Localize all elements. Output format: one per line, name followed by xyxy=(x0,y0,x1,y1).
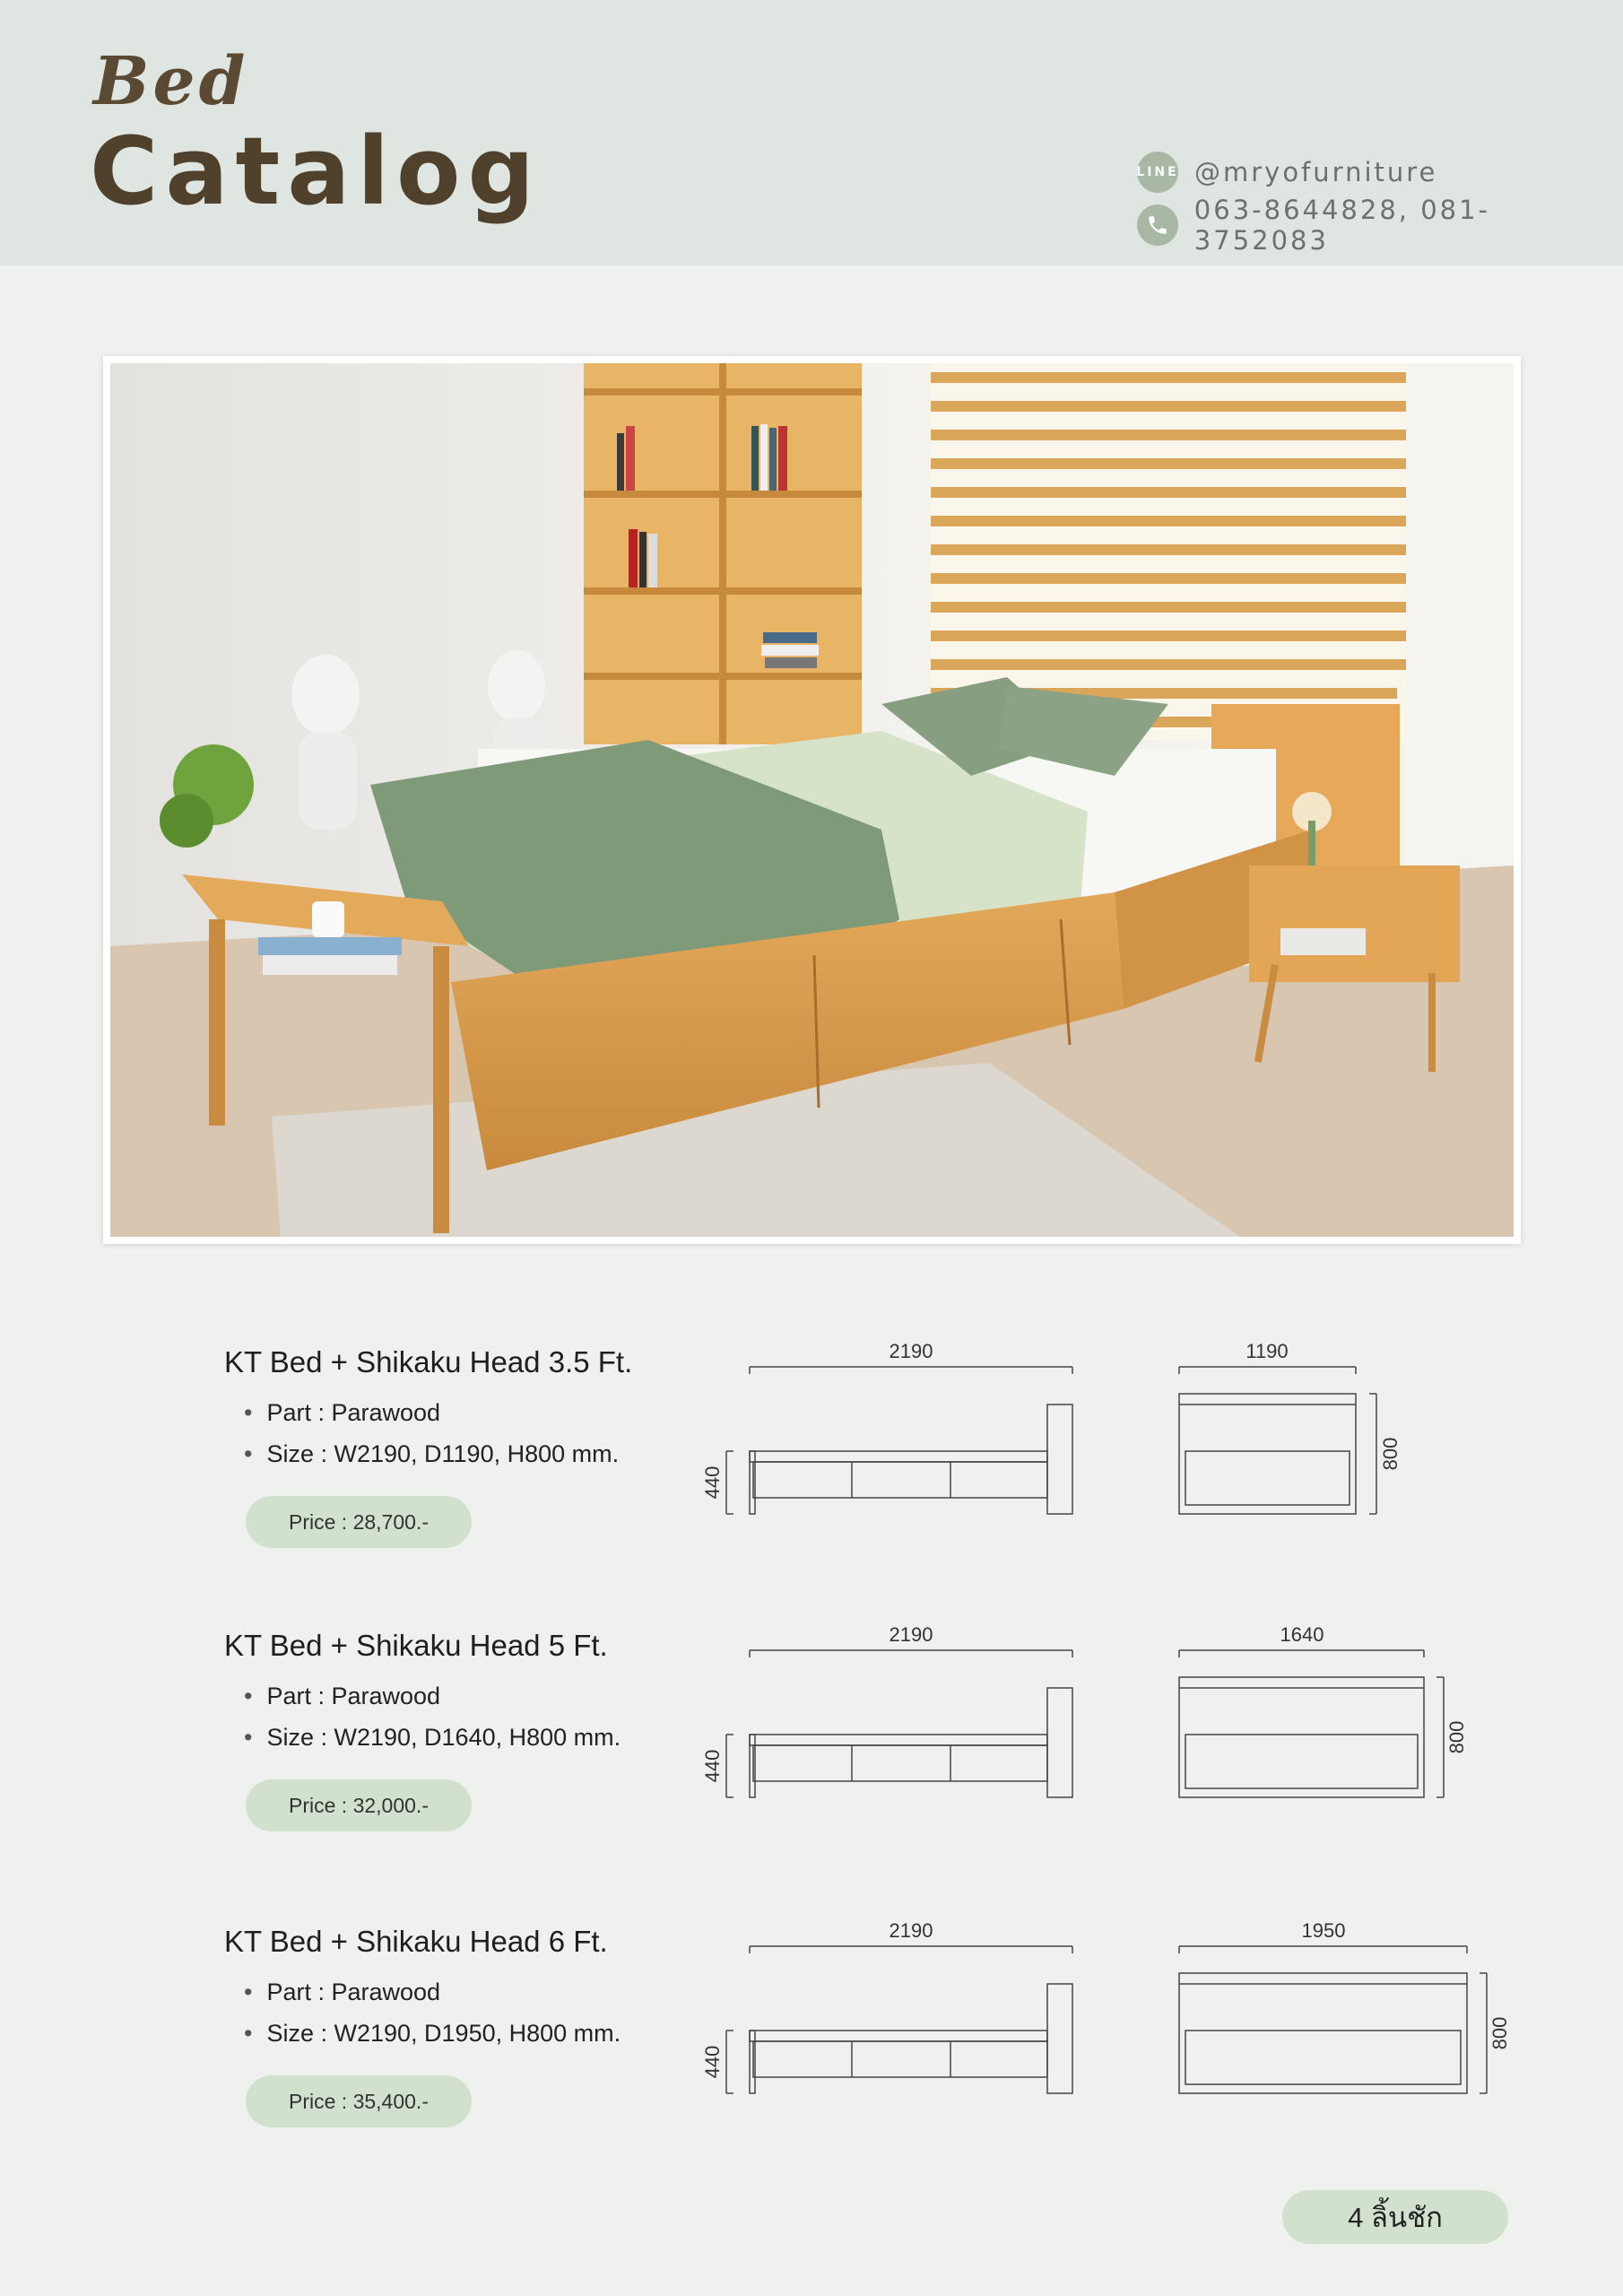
product-specs xyxy=(244,1971,621,2054)
product-size: • Size : W2190, D1190, H800 mm. xyxy=(244,1433,619,1474)
side-elevation-drawing xyxy=(699,1620,1094,1808)
page-title: Catalog xyxy=(90,117,542,226)
side-width-label: 2190 xyxy=(889,1340,933,1362)
side-height-label: 440 xyxy=(701,1749,724,1783)
product-part: • Part : Parawood xyxy=(244,1392,619,1433)
title-small: Bed xyxy=(93,43,249,120)
front-height-label: 800 xyxy=(1379,1437,1402,1471)
front-height-label: 800 xyxy=(1445,1720,1468,1754)
product-row xyxy=(0,1919,1623,2158)
product-row xyxy=(0,1340,1623,1578)
line-icon: LINE xyxy=(1137,152,1178,193)
line-contact xyxy=(1137,150,1437,195)
front-elevation-drawing xyxy=(1166,1620,1471,1808)
product-part: • Part : Parawood xyxy=(244,1675,621,1717)
product-specs xyxy=(244,1392,619,1474)
product-name: KT Bed + Shikaku Head 3.5 Ft. xyxy=(224,1345,633,1378)
price-badge: Price : 28,700.- xyxy=(246,1496,472,1548)
page-header xyxy=(0,0,1623,265)
price-badge: Price : 35,400.- xyxy=(246,2075,472,2127)
side-height-label: 440 xyxy=(701,2045,724,2079)
side-height-label: 440 xyxy=(701,1465,724,1500)
side-elevation-drawing xyxy=(699,1916,1094,2104)
side-width-label: 2190 xyxy=(889,1919,933,1942)
front-width-label: 1950 xyxy=(1301,1919,1346,1942)
phone-icon xyxy=(1137,204,1178,246)
bedroom-photo xyxy=(110,363,1514,1237)
side-elevation-drawing xyxy=(699,1336,1094,1525)
product-specs xyxy=(244,1675,621,1758)
side-width-label: 2190 xyxy=(889,1623,933,1646)
product-name: KT Bed + Shikaku Head 5 Ft. xyxy=(224,1629,608,1662)
product-row xyxy=(0,1623,1623,1862)
product-size: • Size : W2190, D1640, H800 mm. xyxy=(244,1717,621,1758)
section-label-pill: 4 ลิ้นชัก xyxy=(1282,2190,1508,2244)
front-width-label: 1640 xyxy=(1280,1623,1324,1646)
price-badge: Price : 32,000.- xyxy=(246,1779,472,1831)
line-id: @mryofurniture xyxy=(1194,157,1438,187)
product-name: KT Bed + Shikaku Head 6 Ft. xyxy=(224,1925,608,1958)
front-width-label: 1190 xyxy=(1245,1340,1289,1362)
front-height-label: 800 xyxy=(1488,2016,1511,2050)
product-part: • Part : Parawood xyxy=(244,1971,621,2013)
bedroom-photo-frame xyxy=(103,356,1521,1244)
phone-contact xyxy=(1137,195,1623,256)
product-size: • Size : W2190, D1950, H800 mm. xyxy=(244,2013,621,2054)
phone-numbers: 063-8644828, 081-3752083 xyxy=(1193,195,1491,256)
front-elevation-drawing xyxy=(1166,1916,1524,2104)
front-elevation-drawing xyxy=(1166,1336,1417,1525)
